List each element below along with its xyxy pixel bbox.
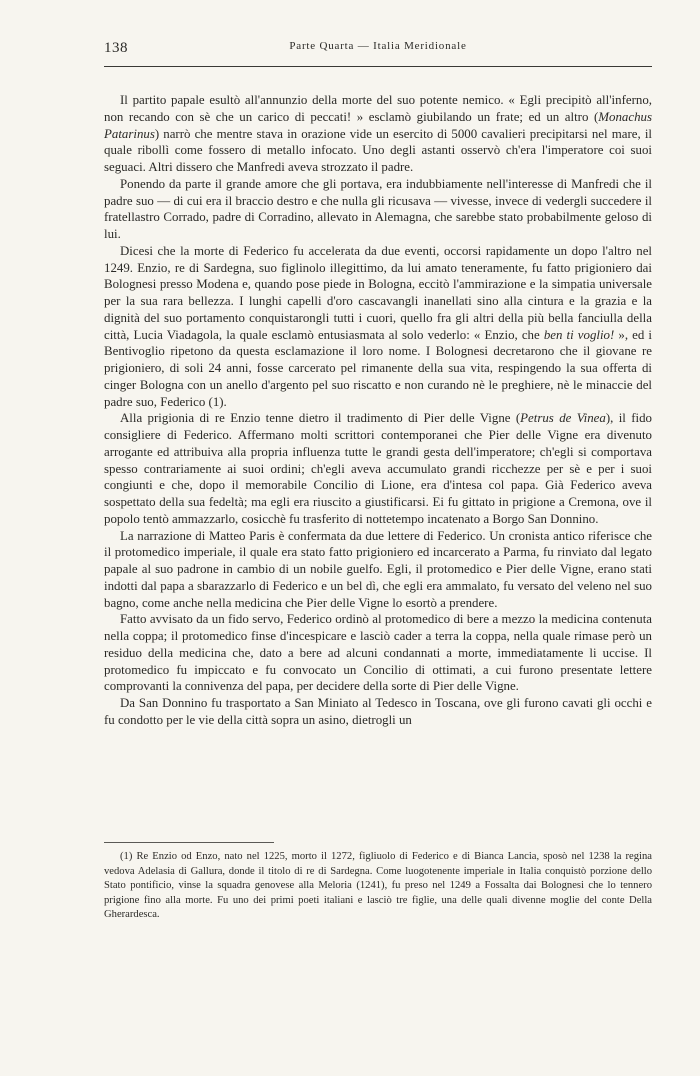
text-run: Da San Donnino fu trasportato a San Miniato al Tedesco in Toscana, ove gli furono cavati gli occhi e fu condotto per le vie della città sopra un asino, dietrogli un	[104, 696, 652, 727]
main-text	[104, 92, 652, 729]
paragraph	[104, 243, 652, 411]
text-run: ), il fido consigliere di Federico. Affermano molti scrittori contemporanei che Pier delle Vigne era divenuto arrogante ed attribuiva alla propria influenza tutte le grandi gesta dell'imperatore; ch'egli si comportava spesso contrariamente ai suoi ordini; ch'egli aveva accumulato grandi ricchezze per sè e per i suoi congiunti e che, dopo il memorabile Concilio di Lione, era d'intesa col papa. Già Federico aveva sospettato della sua fedeltà; ma egli era riuscito a giustificarsi. Ei fu gittato in prigione a Cremona, ove il popolo tentò ammazzarlo, cosicchè fu trasferito di nottetempo incatenato a Borgo San Donnino.	[104, 411, 652, 526]
italic-text: Petrus de Vinea	[520, 411, 606, 426]
paragraph	[104, 528, 652, 612]
paragraph	[104, 92, 652, 176]
page-header	[104, 40, 652, 60]
text-run: », ed i Bentivoglio ripetono da questa esclamazione il loro nome. I Bolognesi decretarono che il giovane re prigioniero, di soli 24 anni, fosse carcerato pel rimanente della sua vita, respingendo la sua offerta di cinger Bologna con un anello d'argento pel suo riscatto e non curando nè le preghiere, nè le minaccie del padre suo, Federico (1).	[104, 327, 653, 409]
footnote-rule	[104, 842, 274, 843]
paragraph	[104, 611, 652, 695]
text-run: Fatto avvisato da un fido servo, Federico ordinò al protomedico di bere a mezzo la medicina contenuta nella coppa; il protomedico finse d'incespicare e lasciò cader a terra la coppa, nella quale rimase però un residuo della medicina che, dato a bere ad alcuni condannati a morte, immediatamente li uccise. Il protomedico fu impiccato e fu convocato un Concilio di ottimati, a cui furono presentate lettere comprovanti la connivenza del papa, per decidere della sorte di Pier delle Vigne.	[104, 612, 652, 694]
header-rule	[104, 66, 652, 67]
text-run: La narrazione di Matteo Paris è confermata da due lettere di Federico. Un cronista antico riferisce che il protomedico imperiale, il quale era stato fatto prigioniero ed incarcerato a Parma, fu rinviato dal legato papale al suo padrone in cambio di un nobile guelfo. Egli, il protomedico e Pier delle Vigne, erano stati indotti dal papa a sbarazzarlo di Federico e un bel dì, che egli era ammalato, fu versato del veleno nel suo bagno, come anche nella medicina che Pier delle Vigne lo esortò a prendere.	[104, 528, 652, 610]
italic-text: ben ti voglio!	[543, 327, 615, 342]
text-run: ) narrò che mentre stava in orazione vide un esercito di 5000 cavalieri precipitarsi nel mare, il quale ribollì come fossero di metallo infocato. Uno degli astanti osservò ch'era l'imperatore coi suoi seguaci. Altri dissero che Manfredi aveva strozzato il padre.	[104, 126, 652, 174]
text-run: Dicesi che la morte di Federico fu accelerata da due eventi, occorsi rapidamente un dopo l'altro nel 1249. Enzio, re di Sardegna, suo figlinolo illegittimo, da lui amato teneramente, fu fatto prigioniero dai Bolognesi presso Modena e, quando pose piede in Bologna, eccitò l'ammirazione e la simpatia universale per la sua rara bellezza. I lunghi capelli d'oro cascavangli inanellati sino alla cintura e la grazia e la dignità del suo portamento conquistarongli tutti i cuori, quello fra gli altri della più bella fanciulla della città, Lucia Viadagola, la quale esclamò entusiasmata al solo vederlo: « Enzio, che	[104, 243, 652, 342]
text-run: Ponendo da parte il grande amore che gli portava, era indubbiamente nell'interesse di Manfredi che il padre suo — di cui era il braccio destro e che nulla gli ricusava — vivesse, invece di vedergli succedere il fratellastro Corrado, padre di Corradino, allevato in Alemagna, che sarebbe stato probabilmente geloso di lui.	[104, 176, 652, 241]
paragraph	[104, 410, 652, 527]
paragraph	[104, 695, 652, 729]
text-run: Il partito papale esultò all'annunzio della morte del suo potente nemico. « Egli precipitò all'inferno, non recando con sè che un carico di peccati! » esclamò giubilando un frate; ed un altro (	[104, 93, 652, 124]
page-number: 138	[104, 40, 128, 56]
italic-text: Monachus Patarinus	[104, 109, 652, 141]
paragraph	[104, 176, 652, 243]
running-head: Parte Quarta — Italia Meridionale	[289, 40, 467, 52]
text-run: Alla prigionia di re Enzio tenne dietro il tradimento di Pier delle Vigne (	[120, 411, 521, 426]
footnote-1: (1) Re Enzio od Enzo, nato nel 1225, morto il 1272, figliuolo di Federico e di Bianca Lancia, sposò nel 1238 la regina vedova Adelasia di Gallura, donde il titolo di re di Sardegna. Come luogotenente imperiale in Italia conquistò porzione dello Stato pontificio, vinse la squadra genovese alla Meloria (1241), fu preso nel 1249 a Fossalta dai Bolognesi che lo tennero prigione fino alla morte. Fu uno dei primi poeti italiani e lasciò tre figlie, una delle quali divenne moglie del conte Della Gherardesca.	[104, 851, 652, 921]
footnotes	[104, 850, 652, 923]
